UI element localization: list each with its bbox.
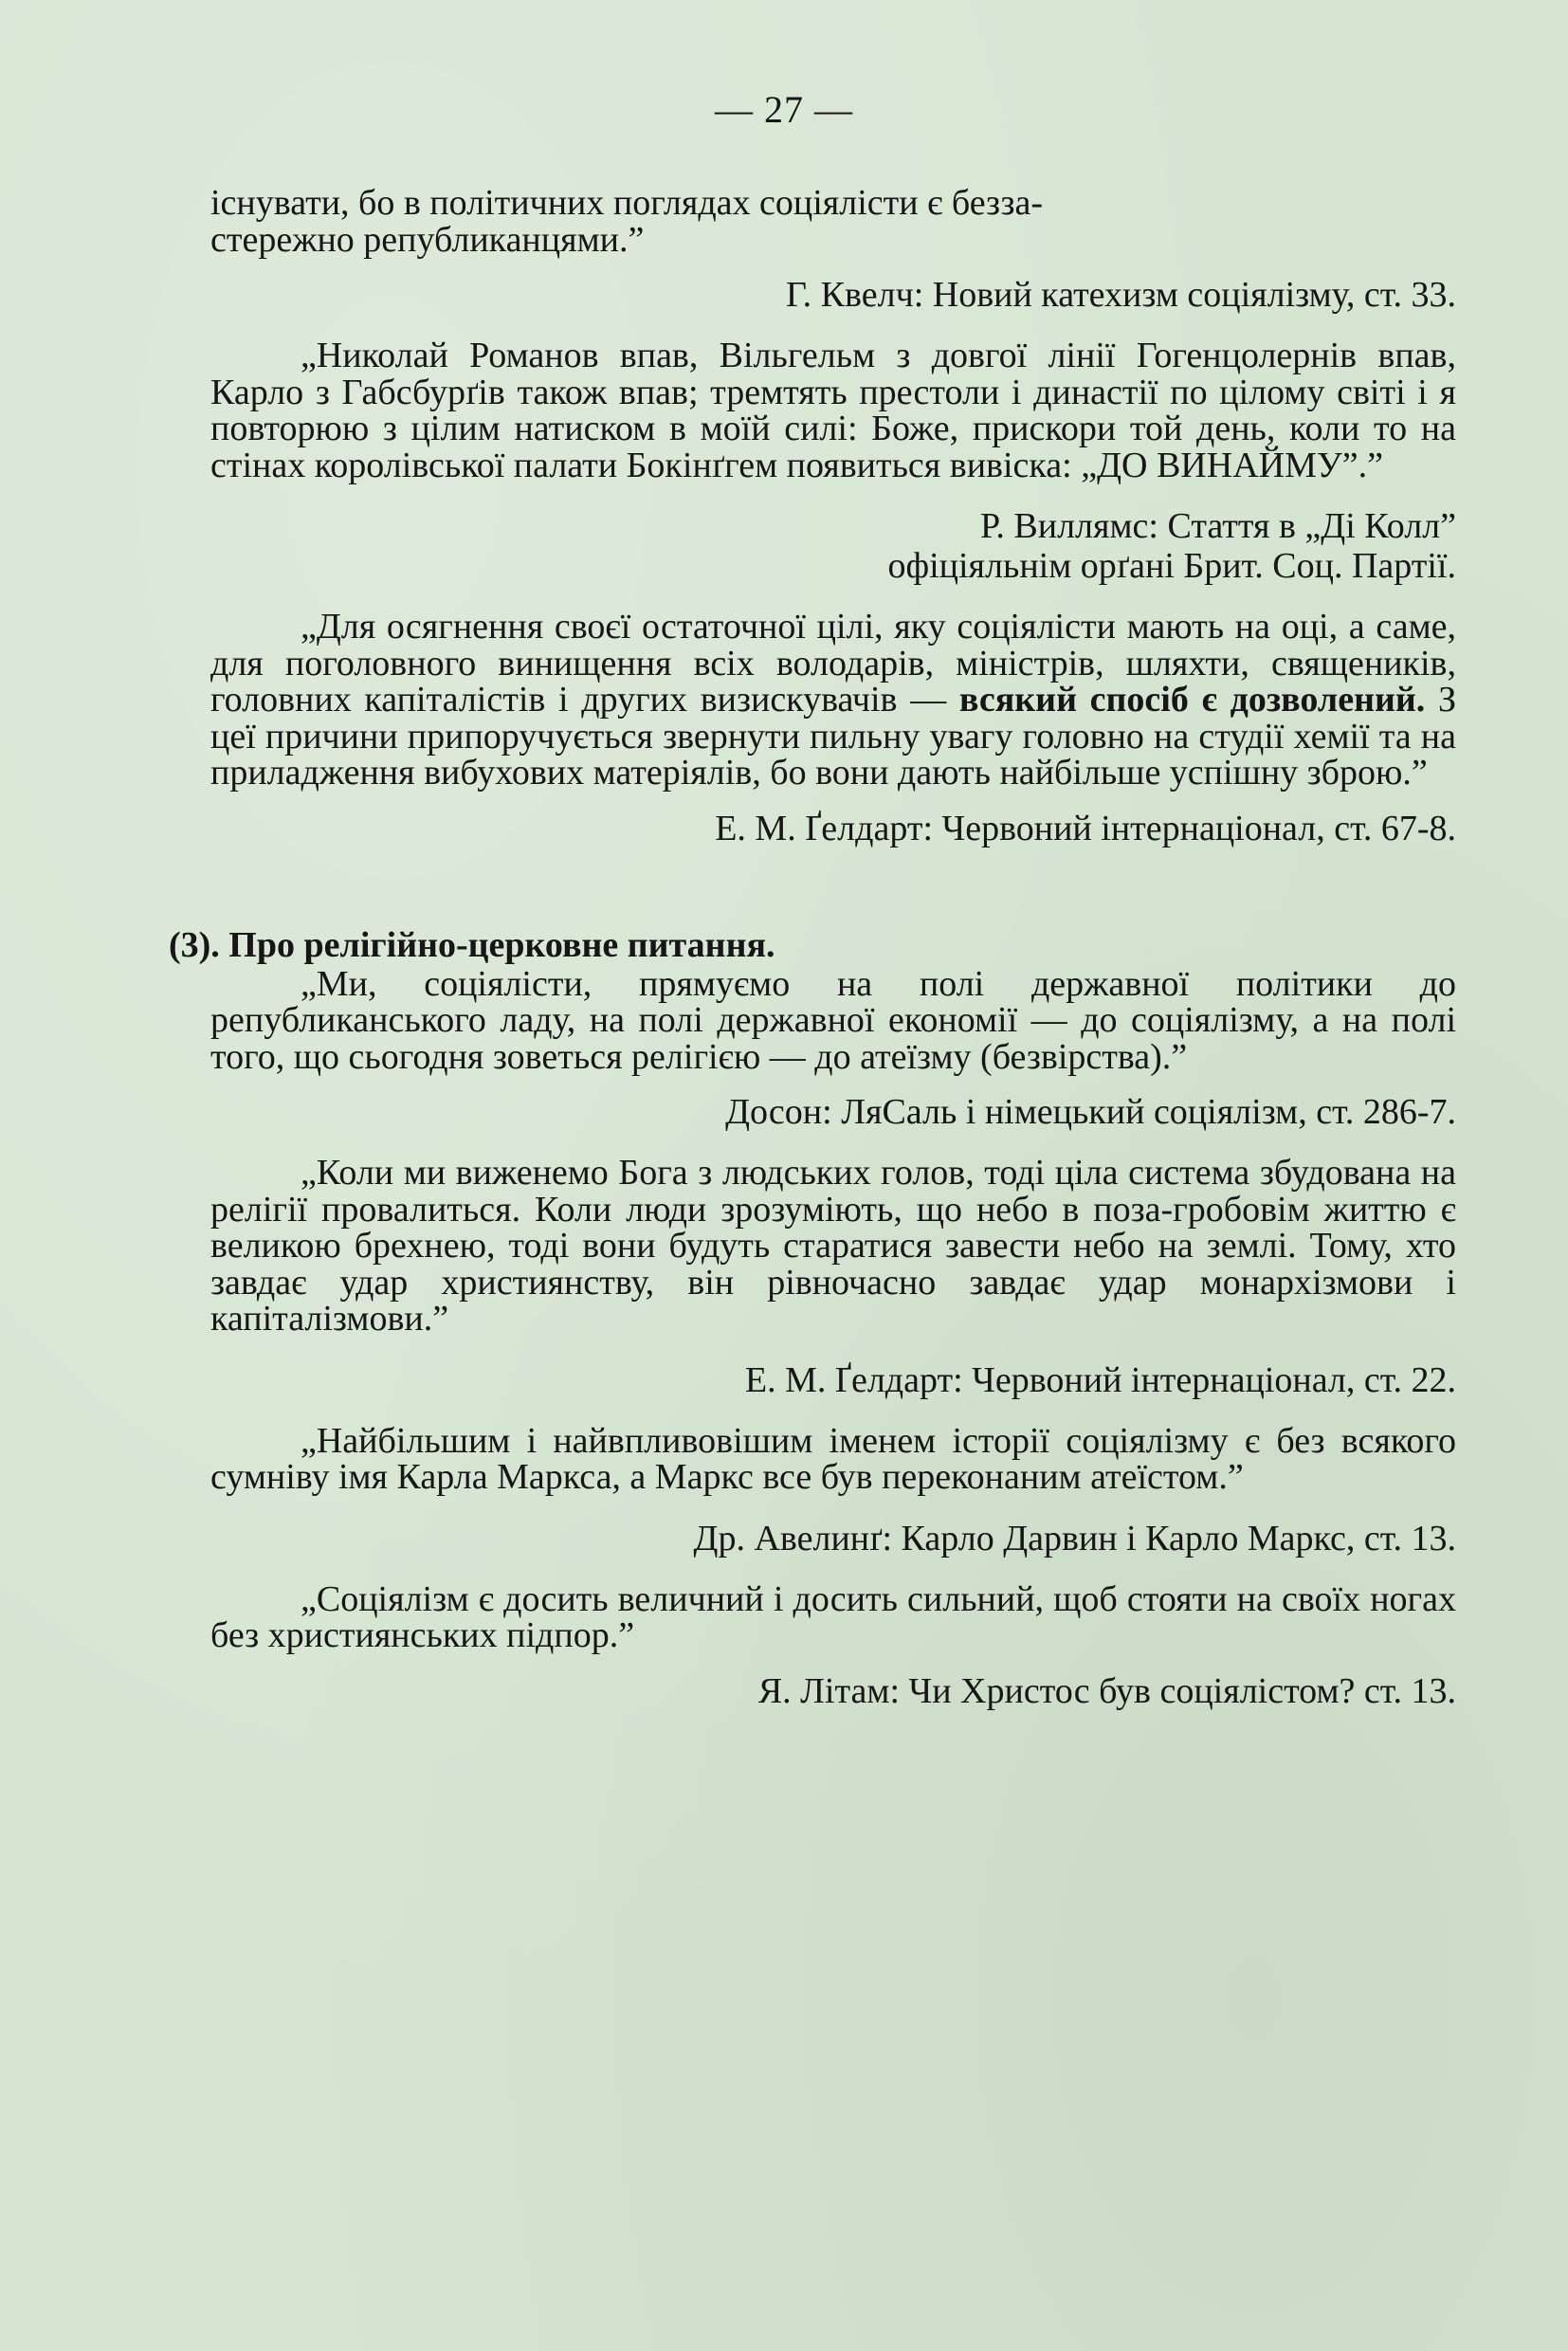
quote-god: „Коли ми виженемо Бога з людських голов, тоді ціла система збудована на релігії провалиться. Коли люди зрозуміють, що небо в поза-гробовім життю є великою брехнею, тоді вони будуть старатися завести небо на землі. Тому, хто завдає удар християнству, він рівночасно завдає удар монархізмови і капіталізмови.”: [210, 1153, 1456, 1339]
quote-destruction-part-2: З цеї причини припоручується звернути пильну увагу головно на студії хемії та на приладження вибухових матеріялів, бо вони дають найбільше успішну зброю.”: [210, 680, 1456, 793]
citation-aveling: Др. Авелинґ: Карло Дарвин і Карло Маркс, ст. 13.: [693, 1518, 1456, 1558]
quote-destruction: [210, 609, 1456, 792]
quote-continuation: [210, 185, 1456, 258]
page-content: [169, 183, 1456, 1711]
quote-marx: „Найбільшим і найвпливовішим іменем історії соціялізму є без всякого сумніву імя Карла Маркса, а Маркс все був переконаним атеїстом.”: [210, 1420, 1456, 1497]
quote-dawson: „Ми, соціялісти, прямуємо на полі державної політики до републиканського ладу, на полі державної економії — до соціялізму, а на полі того, що сьогодня зоветься релігією — до атеїзму (безвірства).”: [210, 963, 1456, 1077]
citation-geldart-2: Е. М. Ґелдарт: Червоний інтернаціонал, ст. 22.: [744, 1359, 1456, 1400]
citation-kvelch: Г. Квелч: Новий катехизм соціялізму, ст. 33.: [786, 275, 1456, 315]
quote-continuation-line-2: стережно републиканцями.”: [210, 219, 645, 260]
citation-litam: Я. Літам: Чи Христос був соціялістом? ст. 13.: [757, 1670, 1456, 1711]
quote-destruction-part-1: „Для осягнення своєї остаточної цілі, яку соціялісти мають на оці, а саме, для поголовного винищення всіх володарів, міністрів, шляхти, священиків, головних капіталістів і других визискувачів —: [210, 607, 1456, 720]
quote-destruction-emphasis: всякий спосіб є дозволений.: [958, 680, 1426, 720]
citation-williams: [210, 506, 1456, 586]
quote-socialism: „Соціялізм є досить величний і досить сильний, щоб стояти на своїх ногах без християнських підпор.”: [210, 1578, 1456, 1655]
quote-continuation-line-1: існувати, бо в політичних поглядах соціялісти є безза-: [210, 183, 1044, 223]
page-number: — 27 —: [715, 88, 853, 131]
citation-dawson: Досон: ЛяСаль і німецький соціялізм, ст. 286-7.: [725, 1092, 1456, 1132]
citation-williams-line-1: Р. Виллямс: Стаття в „Ді Колл”: [980, 506, 1456, 546]
citation-geldart-1: Е. М. Ґелдарт: Червоний інтернаціонал, ст. 67-8.: [715, 808, 1456, 848]
section-heading: (3). Про релігійно-церковне питання.: [169, 924, 775, 965]
citation-williams-line-2: офіціяльнім орґані Брит. Соц. Партії.: [887, 546, 1456, 586]
quote-romanov: „Николай Романов впав, Вільгельм з довгої лінії Гогенцолернів впав, Карло з Габсбурґів також впав; тремтять престоли і династії по цілому світі і я повторюю з цілим натиском в моїй силі: Боже, прискори той день, коли то на стінах королівської палати Бокінґгем появиться вивіска: „ДО ВИНАЙМУ”.”: [210, 336, 1456, 485]
